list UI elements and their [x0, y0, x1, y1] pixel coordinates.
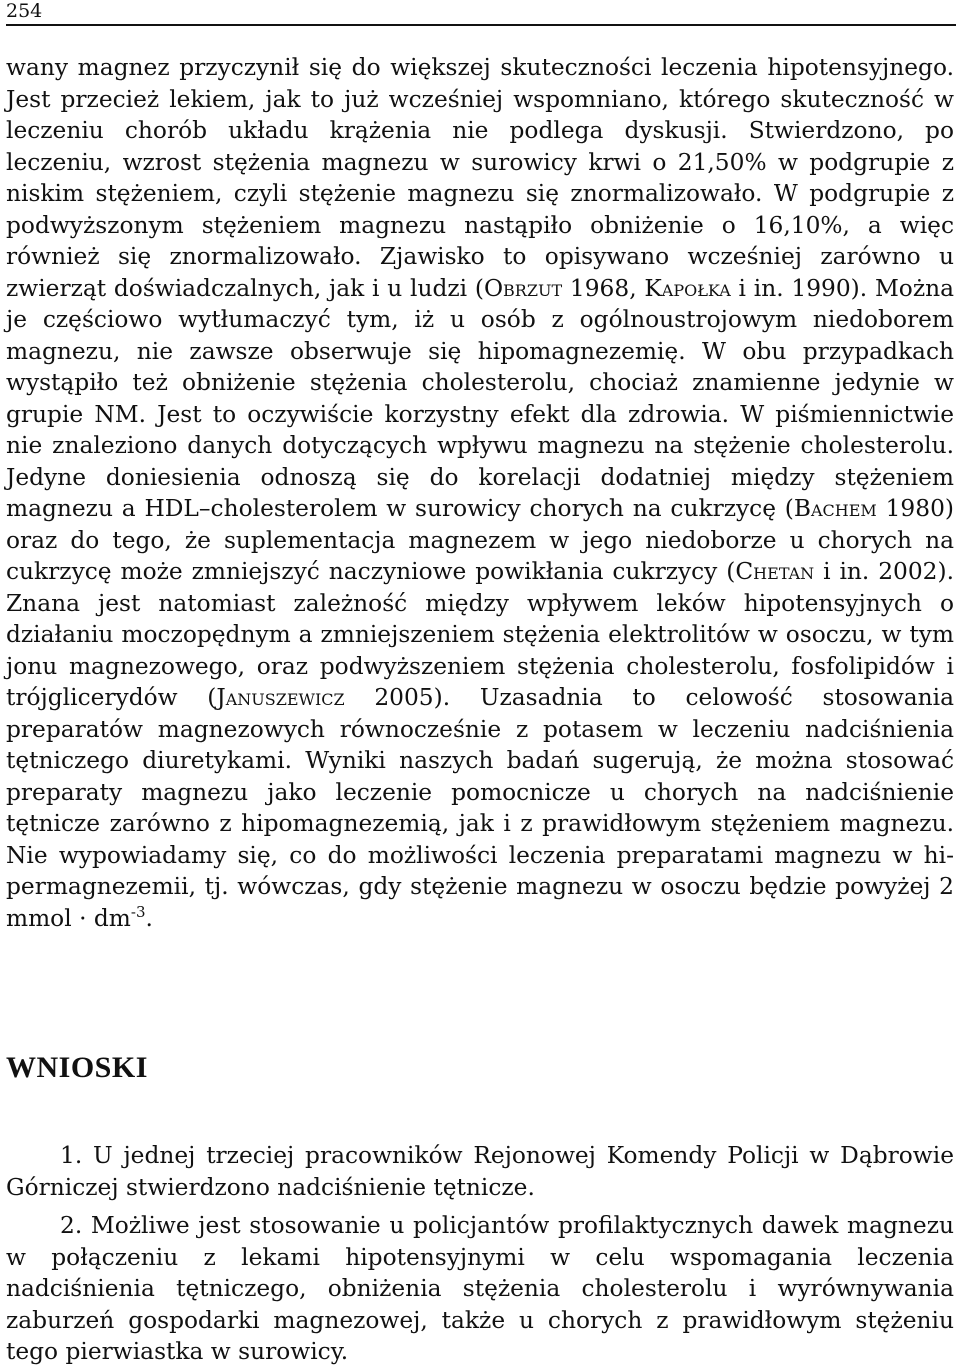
page-number: 254 [6, 0, 43, 22]
discussion-paragraph [6, 52, 954, 934]
paragraph-text: 1980) oraz do tego, że suplementacja magnezem w jego niedoborze u chorych na cukrzycę może zmniejszyć naczyniowe powikłania cukrzycy ( [6, 495, 954, 585]
paragraph-text: . [145, 904, 153, 932]
paragraph-text: i in. 2002). Znana jest natomiast zależność między wpływem leków hipotensyjnych o działaniu moczopędnym a zmniejszeniem stężenia elektrolitów w osoczu, w tym jonu magnezowego, oraz podwyższeniem stężenia cholesterolu, fosfolipidów i trójglicerydów ( [6, 558, 954, 711]
section-heading-conclusions: WNIOSKI [6, 1051, 148, 1084]
paragraph-text: wany magnez przyczynił się do większej skuteczności leczenia hipotensyjnego. Jest przecież lekiem, jak to już wcześniej wspomniano, którego skuteczność w leczeniu chorób układu krążenia nie podlega dyskusji. Stwierdzono, po leczeniu, wzrost stężenia magnezu w surowicy krwi o 21,50% w podgrupie z niskim stężeniem, czyli stężenie magnezu się znormalizowało. W podgrupie z podwyższonym stężeniem magnezu nastąpiło obniżenie o 16,10%, a więc również się znormalizowało. Zjawisko to opisywano wcześniej zarówno u zwierząt doświadczalnych, jak i u ludzi ( [6, 54, 954, 302]
citation-bachem: Bachem [793, 495, 877, 522]
citation-januszewicz: Januszewicz [216, 684, 345, 711]
paragraph-text: 2005). Uzasadnia to celowość stosowania preparatów magnezowych równocześnie z potasem w leczeniu nadciśnienia tętniczego diuretykami. Wyniki naszych badań sugerują, że można stosować preparaty magnezu jako leczenie pomocnicze u chorych na nadciśnienie tętnicze zarówno z hipomagnezemią, jak i z prawidłowym stężeniem magnezu. Nie wypowiadamy się, co do możliwości leczenia preparatami magnezu w hipermagnezemii, tj. wówczas, gdy stężenie magnezu w osoczu będzie powyżej 2 mmol · dm [6, 684, 954, 932]
conclusion-item-1: 1. U jednej trzeciej pracowników Rejonowej Komendy Policji w Dąbrowie Górniczej stwierdzono nadciśnienie tętnicze. [6, 1142, 954, 1201]
citation-obrzut: Obrzut [483, 274, 563, 302]
header-rule [6, 24, 956, 26]
paragraph-text: i in. 1990). Można je częściowo wytłumaczyć tym, iż u osób z ogólnoustrojowym niedoborem magnezu, nie zawsze obserwuje się hipomagnezemię. W obu przypadkach wystąpiło też obniżenie stężenia cholesterolu, chociaż znamienne jedynie w grupie NM. Jest to oczywiście korzystny efekt dla zdrowia. W piśmiennictwie nie znaleziono danych dotyczących wpływu magnezu na stężenie cholesterolu. Jedyne doniesienia odnoszą się do korelacji dodatniej między stężeniem magnezu a HDL–cholesterolem w surowicy chorych na cukrzycę ( [6, 274, 954, 522]
citation-kapolka: Kapołka [644, 274, 731, 302]
conclusion-item-2: 2. Możliwe jest stosowanie u policjantów profilaktycznych dawek magnezu w połączeniu z lekami hipotensyjnymi w celu wspomagania leczenia nadciśnienia tętniczego, obniżenia stężenia cholesterolu i wyrównywania zaburzeń gospodarki magnezowej, także u chorych z prawidłowym stężeniu tego pierwiastka w surowicy. [6, 1212, 954, 1365]
citation-chetan: Chetan [735, 558, 815, 585]
paragraph-text: 1968, [562, 274, 645, 302]
unit-exponent: -3 [130, 902, 146, 921]
